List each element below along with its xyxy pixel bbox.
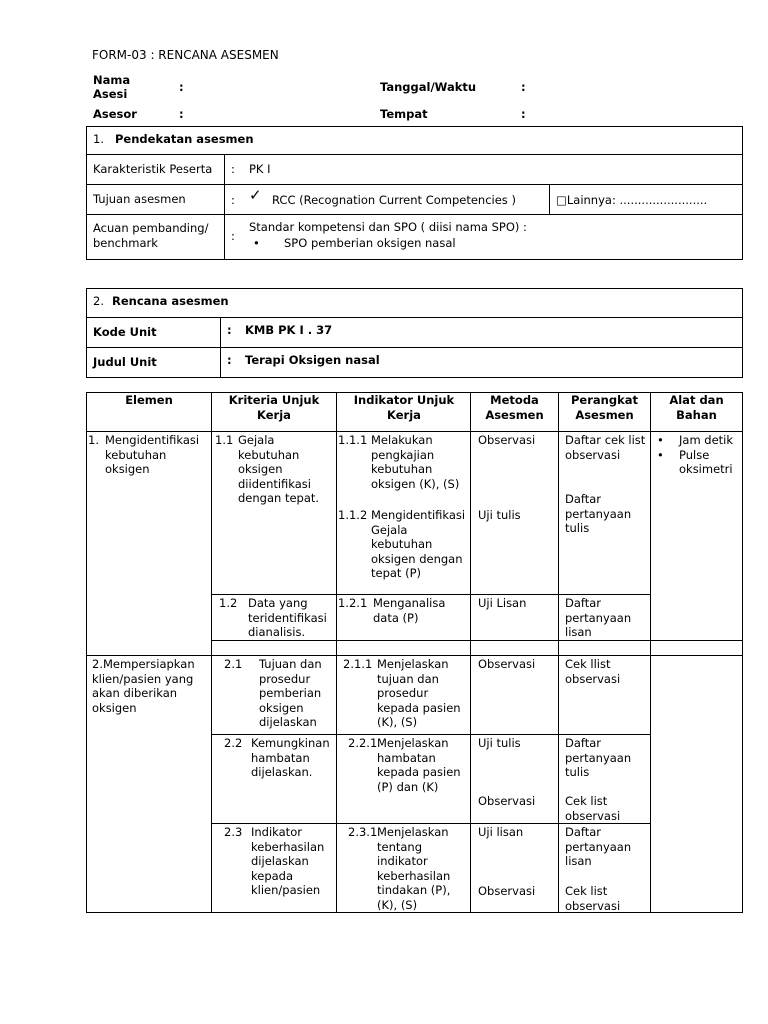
- kriteria-1-1-number: 1.1: [215, 433, 234, 447]
- kriteria-2-3-number: 2.3: [224, 825, 243, 839]
- header-kriteria: Kriteria Unjuk Kerja: [228, 393, 320, 422]
- metoda-1-2: Uji tulis: [478, 508, 521, 522]
- tujuan-label: Tujuan asesmen: [93, 192, 186, 206]
- indikator-1-1-2-number: 1.1.2: [338, 508, 368, 522]
- perangkat-2-3a: Daftar pertanyaan lisan: [565, 825, 632, 868]
- kode-unit-value: KMB PK I . 37: [245, 323, 333, 337]
- tanggal-label: Tanggal/Waktu: [380, 80, 477, 94]
- perangkat-1-1: Daftar cek list observasi: [565, 433, 646, 462]
- tempat-colon: :: [521, 107, 526, 121]
- nama-asesi-colon: :: [179, 80, 184, 94]
- kriteria-1-2-number: 1.2: [219, 596, 238, 610]
- perangkat-1-3: Daftar pertanyaan lisan: [565, 596, 632, 639]
- alat-list: [653, 433, 742, 477]
- tujuan-colon: :: [231, 193, 235, 207]
- acuan-value: Standar kompetensi dan SPO ( diisi nama SPO) :: [249, 220, 527, 234]
- acuan-list-item: • SPO pemberian oksigen nasal: [249, 236, 456, 251]
- section2-number: 2.: [93, 294, 104, 308]
- kriteria-2-1-number: 2.1: [224, 657, 243, 671]
- asesor-label: Asesor: [93, 107, 137, 121]
- indikator-2-3-1-number: 2.3.1: [348, 825, 378, 839]
- judul-unit-label: Judul Unit: [93, 355, 157, 369]
- acuan-label: Acuan pembanding/ benchmark: [93, 221, 209, 250]
- indikator-2-2-1-number: 2.2.1: [348, 736, 378, 750]
- perangkat-2-3b: Cek list observasi: [565, 884, 621, 913]
- kriteria-2-2-number: 2.2: [224, 736, 243, 750]
- tempat-label: Tempat: [380, 107, 428, 121]
- metoda-2-3a: Uji lisan: [478, 825, 524, 839]
- indikator-2-1-1-text: Menjelaskan tujuan dan prosedur kepada pasien (K), (S): [377, 657, 461, 729]
- karakteristik-colon: :: [231, 162, 235, 176]
- section1-title: Pendekatan asesmen: [115, 132, 254, 146]
- kriteria-2-3-text: Indikator keberhasilan dijelaskan kepada klien/pasien: [251, 825, 325, 897]
- metoda-2-3b: Observasi: [478, 884, 536, 898]
- indikator-1-2-1-number: 1.2.1: [338, 596, 368, 610]
- metoda-1-1: Observasi: [478, 433, 536, 447]
- header-metoda: Metoda Asesmen: [485, 393, 544, 422]
- perangkat-2-2a: Daftar pertanyaan tulis: [565, 736, 632, 779]
- elemen-1-number: 1.: [88, 433, 99, 447]
- acuan-list: [249, 236, 456, 251]
- alat-item-pulse-oksimetri: • Pulse oksimetri: [653, 448, 742, 477]
- kriteria-1-1-text: Gejala kebutuhan oksigen diidentifikasi dengan tepat.: [238, 433, 320, 505]
- alat-item-jam-detik: • Jam detik: [653, 433, 742, 448]
- karakteristik-label: Karakteristik Peserta: [93, 162, 213, 176]
- indikator-1-1-2-text: Mengidentifikasi Gejala kebutuhan oksigen dengan tepat (P): [371, 508, 466, 580]
- section1-number: 1.: [93, 132, 104, 146]
- indikator-1-1-1-number: 1.1.1: [338, 433, 368, 447]
- nama-asesi-label: Nama Asesi: [93, 73, 131, 101]
- acuan-colon: :: [231, 229, 235, 243]
- kode-unit-colon: :: [227, 323, 232, 337]
- indikator-1-1-1-text: Melakukan pengkajian kebutuhan oksigen (K), (S): [371, 433, 460, 491]
- header-elemen: Elemen: [125, 393, 173, 407]
- tanggal-colon: :: [521, 80, 526, 94]
- indikator-2-3-1-text: Menjelaskan tentang indikator keberhasilan tindakan (P), (K), (S): [377, 825, 451, 912]
- kriteria-1-2-text: Data yang teridentifikasi dianalisis.: [248, 596, 327, 639]
- tujuan-value: RCC (Recognation Current Competencies ): [272, 193, 516, 207]
- metoda-1-3: Uji Lisan: [478, 596, 527, 610]
- metoda-2-2b: Observasi: [478, 794, 536, 808]
- indikator-2-1-1-number: 2.1.1: [343, 657, 373, 671]
- header-alat: Alat dan Bahan: [669, 393, 724, 422]
- header-indikator: Indikator Unjuk Kerja: [353, 393, 455, 422]
- kode-unit-label: Kode Unit: [93, 325, 157, 339]
- section2-title: Rencana asesmen: [112, 294, 229, 308]
- metoda-2-2a: Uji tulis: [478, 736, 521, 750]
- check-icon: ✓: [249, 186, 262, 204]
- elemen-2-text: 2.Mempersiapkan klien/pasien yang akan diberikan oksigen: [92, 657, 195, 715]
- karakteristik-value: PK I: [249, 162, 271, 176]
- header-perangkat: Perangkat Asesmen: [571, 393, 638, 422]
- indikator-2-2-1-text: Menjelaskan hambatan kepada pasien (P) dan (K): [377, 736, 461, 794]
- lainnya-option: □Lainnya: ........................: [556, 193, 708, 207]
- metoda-2-1: Observasi: [478, 657, 536, 671]
- judul-unit-colon: :: [227, 353, 232, 367]
- judul-unit-value: Terapi Oksigen nasal: [245, 353, 380, 367]
- asesor-colon: :: [179, 107, 184, 121]
- perangkat-2-1: Cek llist observasi: [565, 657, 621, 686]
- indikator-1-2-1-text: Menganalisa data (P): [373, 596, 446, 625]
- kriteria-2-1-text: Tujuan dan prosedur pemberian oksigen dijelaskan: [259, 657, 322, 729]
- form-title: FORM-03 : RENCANA ASESMEN: [92, 48, 279, 62]
- perangkat-1-2: Daftar pertanyaan tulis: [565, 492, 632, 535]
- kriteria-2-2-text: Kemungkinan hambatan dijelaskan.: [251, 736, 330, 779]
- perangkat-2-2b: Cek list observasi: [565, 794, 621, 823]
- elemen-1-text: Mengidentifikasi kebutuhan oksigen: [105, 433, 200, 476]
